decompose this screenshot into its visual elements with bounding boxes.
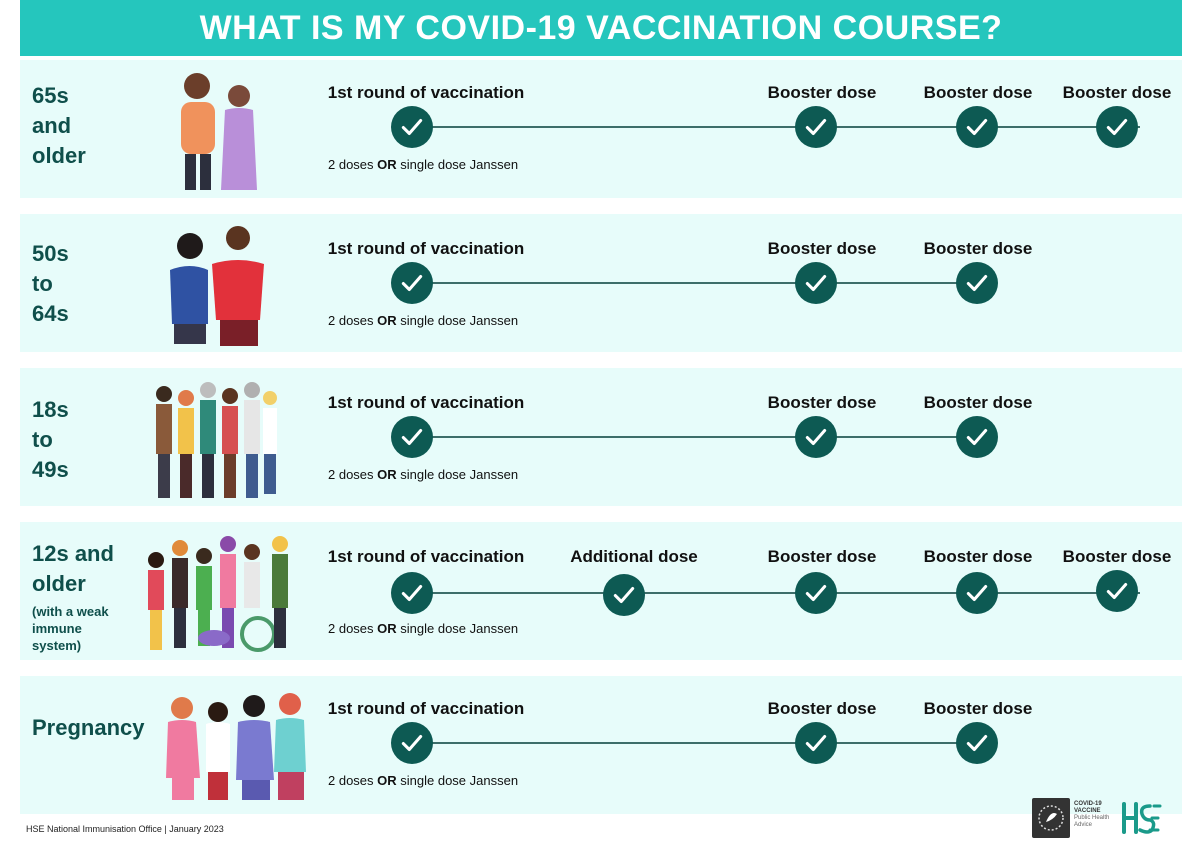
check-icon — [795, 262, 837, 304]
vaccination-timeline — [412, 282, 977, 284]
dose-label-booster: Booster dose — [1062, 547, 1172, 566]
dose-label-first-round: 1st round of vaccination — [327, 393, 525, 412]
dose-note: 2 doses OR single dose Janssen — [328, 313, 519, 328]
adult-couple-illustration — [160, 224, 270, 346]
dose-label-first-round: 1st round of vaccination — [327, 547, 525, 566]
vaccination-timeline — [412, 742, 977, 744]
check-icon — [391, 416, 433, 458]
check-icon — [956, 572, 998, 614]
check-icon — [391, 722, 433, 764]
dose-label-booster: Booster dose — [923, 83, 1033, 102]
check-icon — [1096, 106, 1138, 148]
age-group-label: 12s and older (with a weak immune system) — [32, 539, 122, 654]
dose-label-additional: Additional dose — [570, 547, 698, 566]
check-icon — [603, 574, 645, 616]
dose-label-first-round: 1st round of vaccination — [327, 83, 525, 102]
dose-label-first-round: 1st round of vaccination — [327, 699, 525, 718]
row-18-to-49 — [20, 368, 1182, 506]
dose-label-first-round: 1st round of vaccination — [327, 239, 525, 258]
check-icon — [795, 572, 837, 614]
dose-note: 2 doses OR single dose Janssen — [328, 621, 519, 636]
dose-label-booster: Booster dose — [923, 239, 1033, 258]
footer-credit: HSE National Immunisation Office | January 2023 — [26, 824, 224, 834]
dose-label-booster: Booster dose — [767, 239, 877, 258]
check-icon — [795, 722, 837, 764]
dose-label-booster: Booster dose — [1062, 83, 1172, 102]
dose-label-booster: Booster dose — [767, 393, 877, 412]
check-icon — [391, 262, 433, 304]
row-pregnancy — [20, 676, 1182, 814]
check-icon — [956, 416, 998, 458]
dose-note: 2 doses OR single dose Janssen — [328, 157, 519, 172]
covid-vaccine-logo-icon — [1032, 798, 1070, 838]
older-couple-illustration — [165, 68, 265, 192]
pregnant-women-illustration — [162, 692, 310, 802]
dose-note: 2 doses OR single dose Janssen — [328, 773, 519, 788]
age-group-label: 50s to 64s — [32, 241, 69, 326]
dose-note: 2 doses OR single dose Janssen — [328, 467, 519, 482]
check-icon — [391, 106, 433, 148]
vaccination-timeline — [412, 436, 977, 438]
page-title: WHAT IS MY COVID-19 VACCINATION COURSE? — [199, 8, 1003, 47]
vaccination-timeline — [412, 592, 1140, 594]
dose-label-booster: Booster dose — [767, 699, 877, 718]
page-header — [20, 0, 1182, 56]
age-group-label: 65s and older — [32, 83, 86, 168]
dose-label-booster: Booster dose — [767, 83, 877, 102]
hse-logo-icon — [1118, 800, 1162, 836]
row-65-and-older — [20, 60, 1182, 198]
age-group-sublabel: (with a weak immune system) — [32, 604, 109, 653]
age-group-label: Pregnancy — [32, 715, 145, 740]
diverse-group-illustration — [142, 530, 312, 654]
check-icon — [956, 262, 998, 304]
group-of-adults-illustration — [150, 378, 280, 502]
age-group-label: 18s to 49s — [32, 397, 69, 482]
check-icon — [1096, 570, 1138, 612]
check-icon — [795, 416, 837, 458]
dose-label-booster: Booster dose — [923, 699, 1033, 718]
dose-label-booster: Booster dose — [923, 393, 1033, 412]
row-50-to-64 — [20, 214, 1182, 352]
check-icon — [956, 106, 998, 148]
check-icon — [391, 572, 433, 614]
vaccination-timeline — [412, 126, 1140, 128]
check-icon — [956, 722, 998, 764]
check-icon — [795, 106, 837, 148]
dose-label-booster: Booster dose — [767, 547, 877, 566]
row-12-and-older-weak-immune — [20, 522, 1182, 660]
dose-label-booster: Booster dose — [923, 547, 1033, 566]
covid-vaccine-logo-text: COVID-19 VACCINE Public Health Advice — [1074, 801, 1110, 828]
